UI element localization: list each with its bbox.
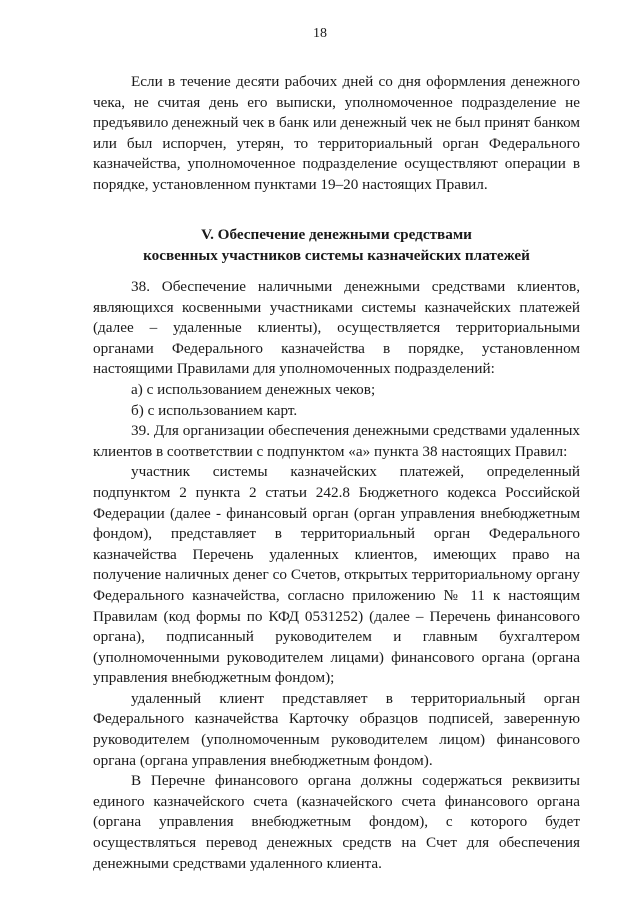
paragraph-39: 39. Для организации обеспечения денежными средствами удаленных клиентов в соответствии с подпунктом «а» пункта 38 настоящих Правил: [93, 422, 580, 460]
page-number: 18 [313, 26, 327, 41]
paragraph-39-remote-client: удаленный клиент представляет в территориальный орган Федерального казначейства Карточку образцов подписей, заверенную руководителем (уполномоченным руководителем лицом) финансового органа (органа управления внебюджетным фондом). [93, 689, 580, 769]
paragraph-38-b: б) с использованием карт. [131, 401, 298, 419]
paragraph-39-participant: участник системы казначейских платежей, определенный подпунктом 2 пункта 2 статьи 242.8 Бюджетного кодекса Российской Федерации (далее - финансовый орган (орган управления внебюджетным фондом), представляет в территориальный орган Федерального казначейства Перечень удаленных клиентов, имеющих право на получение наличных денег со Счетов, открытых территориальному органу Федерального казначейства, согласно приложению № 11 к настоящим Правилам (код формы по КФД 0531252) (далее – Перечень финансового органа), подписанный руководителем и главным бухгалтером (уполномоченными руководителем лицами) финансового органа (органа управления внебюджетным фондом); [93, 463, 580, 687]
paragraph-38-a: а) с использованием денежных чеков; [131, 380, 376, 398]
section-heading-line-2: косвенных участников системы казначейских платежей [143, 246, 530, 264]
intro-block [93, 72, 580, 196]
paragraph-39-list-requisites: В Перечне финансового органа должны содержаться реквизиты единого казначейского счета (казначейского счета финансового органа (органа управления внебюджетным фондом), с которого будет осуществляться перевод денежных средств на Счет для обеспечения денежными средствами удаленного клиента. [93, 772, 580, 872]
paragraph-38: 38. Обеспечение наличными денежными средствами клиентов, являющихся косвенными участниками системы казначейских платежей (далее – удаленные клиенты), осуществляется территориальными органами Федерального казначейства в порядке, установленном настоящими Правилами для уполномоченных подразделений: [93, 278, 580, 378]
paragraph-intro: Если в течение десяти рабочих дней со дня оформления денежного чека, не считая день его выписки, уполномоченное подразделение не предъявило денежный чек в банк или денежный чек не был принят банком или был испорчен, утерян, то территориальный орган Федерального казначейства, уполномоченное подразделение осуществляют операции в порядке, установленном пунктами 19–20 настоящих Правил. [93, 73, 580, 193]
section-heading-line-1: V. Обеспечение денежными средствами [201, 226, 472, 243]
section-heading [93, 225, 580, 266]
section-body [93, 277, 580, 874]
